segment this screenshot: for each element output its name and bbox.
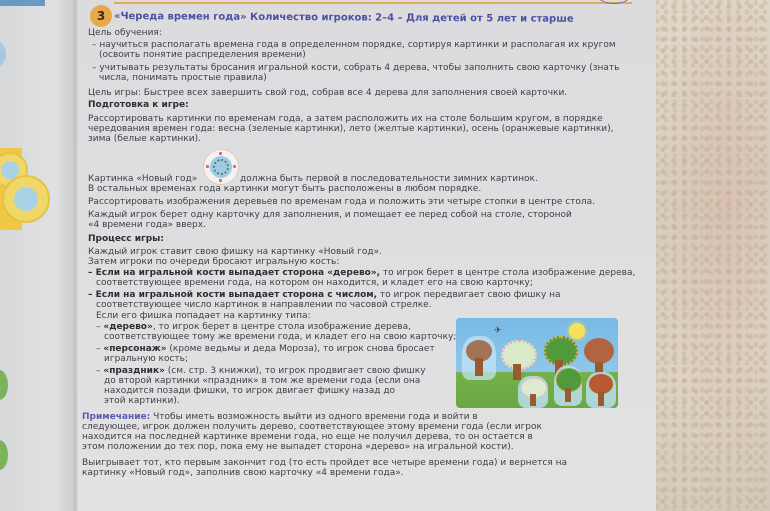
spring-tree-card [518,376,548,408]
goals-title: Цель обучения: [88,28,162,38]
goal-item-cont: (освоить понятие распределения времени) [99,50,306,60]
previous-page-edge [0,0,76,511]
rule-tree-cont: соответствующее времени года, на котором он находится, и кладет его на свою карточку; [96,278,533,288]
preparation-title: Подготовка к игре: [88,100,189,110]
blue-circle-picture [0,40,6,68]
other-seasons-text: В остальных временах года картинки могут быть расположены в любом порядке. [88,184,482,194]
blue-tab [0,0,45,6]
process-intro: Затем игроки по очереди бросают игральную кость: [88,257,340,267]
rule-number-bold: – Если на игральной кости выпадает сторона с числом, [88,290,378,300]
sub-rule-holiday-cont: до второй картинки «праздник» в том же времени года (если она [104,376,421,386]
preparation-line: зима (белые картинки). [88,134,201,144]
sub-rule-character: – «персонаж» (кроме ведьмы и деда Мороза), то игрок снова бросает [96,344,435,354]
note-line: этом положении до тех пор, пока ему не выпадет сторона «дерево» на игральной кости). [82,442,514,452]
note-line: находится на последней картинке времени года, но еще не получил дерева, то он остается в [82,432,533,442]
note-label: Примечание: [82,412,151,422]
note-first-line: Примечание: Чтобы иметь возможность выйти из одного времени года и войти в [82,412,478,422]
game-number-badge: 3 [90,5,112,27]
sub-rule-tree-cont: соответствующее тому же времени года, и кладет его на свою карточку; [104,332,457,342]
process-intro: Каждый игрок ставит свою фишку на картинку «Новый год». [88,247,382,257]
bird-icon: ✈ [494,326,502,336]
plate-picture [2,175,50,223]
wreath-icon [213,159,229,175]
chip-intro: Если его фишка попадает на картинку типа: [96,311,311,321]
card-text: «4 времени года» вверх. [88,220,206,230]
goal-item: – научиться располагать времена года в определенном порядке, сортируя картинки и располагая их кругом [92,40,616,50]
rule-number-rest: то игрок передвигает свою фишку на [377,290,561,300]
sub-rule-character-cont: игральную кость; [104,354,188,364]
summer-tree-card [554,366,582,406]
sub-rule-tree: – «дерево», то игрок берет в центре стола изображение дерева, [96,322,411,332]
winner-line: Выигрывает тот, кто первым закончит год (то есть пройдет все четыре времени года) и вернется на [82,458,567,468]
winter-tree [462,336,496,380]
sub-rule-holiday-cont: находится позади фишки, то игрок двигает фишку назад до [104,386,396,396]
preparation-line: чередования времен года: весна (зеленые картинки), лето (желтые картинки), осень (оранжевые картинки), [88,124,614,134]
new-year-text-after: должна быть первой в последовательности зимних картинок. [240,174,538,184]
sub-rule-holiday-cont: этой картинки). [104,396,180,406]
winner-line: картинку «Новый год», заполнив свою карточку «4 времени года». [82,468,404,478]
goal-item-cont: числа, понимать простые правила) [99,73,267,83]
sub-rule-holiday: – «праздник» (см. стр. 3 книжки), то игрок продвигает свою фишку [96,366,426,376]
note-line: следующее, игрок должен получить дерево, соответствующее этому времени года (если игрок [82,422,542,432]
green-circle-picture [0,370,8,400]
rule-number-cont: соответствующее число картинок в направлении по часовой стрелке. [96,300,432,310]
rule-tree-rest: то игрок берет в центре стола изображение дерева, [380,268,636,278]
green-circle-picture [0,440,8,470]
four-seasons-trees-illustration [456,318,618,408]
sort-trees-text: Рассортировать изображения деревьев по временам года и положить эти четыре стопки в центре стола. [88,197,596,207]
autumn-tree-card [586,372,616,408]
rule-tree-bold: – Если на игральной кости выпадает сторона «дерево», [88,268,381,278]
top-divider [114,2,632,4]
preparation-line: Рассортировать картинки по временам года, а затем расположить их на столе большим кругом, в порядке [88,114,603,124]
game-goal: Цель игры: Быстрее всех завершить свой год, собрав все 4 дерева для заполнения своей карточки. [88,88,568,98]
new-year-card-icon [203,149,239,185]
goal-item: – учитывать результаты бросания игральной кости, собрать 4 дерева, чтобы заполнить свою карточку (знать [92,63,620,73]
new-year-text-before: Картинка «Новый год» [88,174,198,184]
rule-number [88,290,561,301]
booklet-page [78,0,656,511]
game-heading: «Череда времен года» Количество игроков: 2–4 – Для детей от 5 лет и старше [113,11,574,25]
card-text: Каждый игрок берет одну карточку для заполнения, и помещает ее перед собой на столе, стороной [88,210,572,220]
carpet-background [655,0,770,511]
process-title: Процесс игры: [88,234,164,244]
rule-tree [88,268,635,279]
